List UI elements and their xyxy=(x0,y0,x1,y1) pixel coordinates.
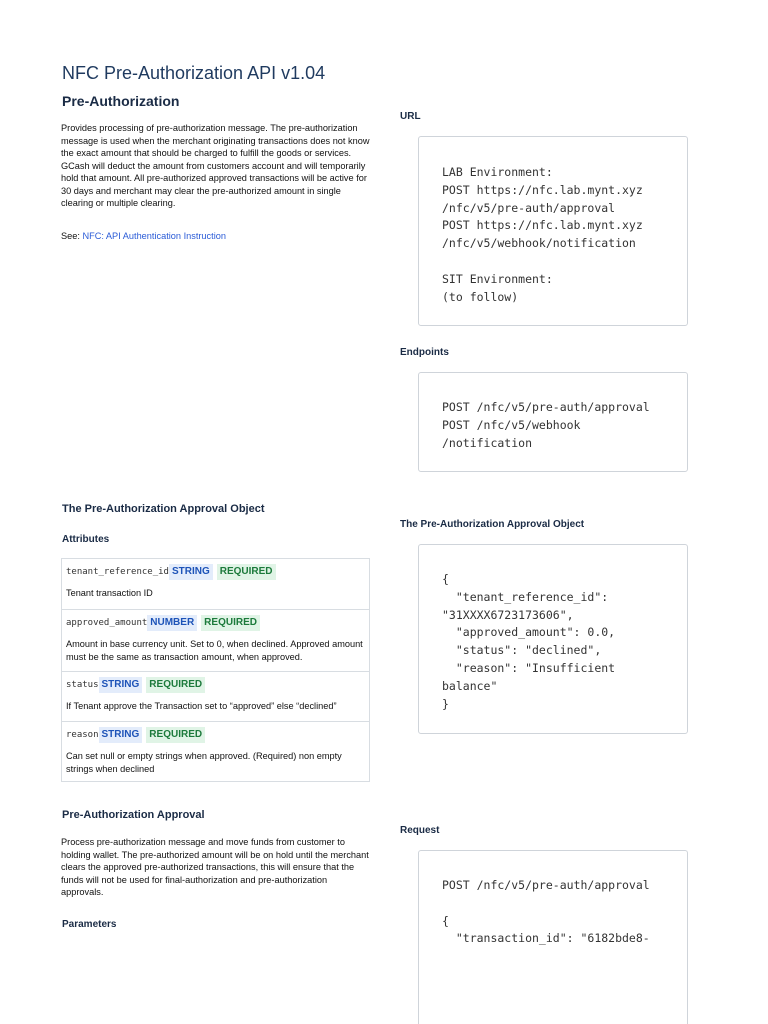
page-title: NFC Pre-Authorization API v1.04 xyxy=(62,63,326,83)
request-code-block xyxy=(418,850,688,1024)
attribute-row xyxy=(62,671,369,721)
url-label: URL xyxy=(400,111,421,122)
request-label: Request xyxy=(400,825,440,836)
see-prefix: See: xyxy=(61,231,83,241)
section-heading-pre-authorization: Pre-Authorization xyxy=(62,93,180,109)
pre-authorization-description: Provides processing of pre-authorization message. The pre-authorization message is used when the merchant originating transactions does not know the exact amount that should be charged to fulfill the goods or services. GCash will deduct the amount from customers account and will temporarily hold that amount. All pre-authorized approved transactions will be active for 30 days and merchant may clear the pre-authorized amount in single clearing or multiple clearing. xyxy=(61,123,370,208)
attribute-name: tenant_reference_id xyxy=(66,567,169,577)
attribute-row xyxy=(62,559,369,609)
attribute-type-badge: STRING xyxy=(99,727,143,743)
attribute-required-badge: REQUIRED xyxy=(201,615,260,631)
see-also-line xyxy=(61,230,371,243)
api-authentication-link[interactable]: NFC: API Authentication Instruction xyxy=(82,231,226,241)
url-code: LAB Environment: POST https://nfc.lab.mynt.xyz /nfc/v5/pre-auth/approval POST https://nfc.lab.mynt.xyz /nfc/v5/webhook/notification SIT Environment: (to follow) xyxy=(442,165,643,304)
attribute-required-badge: REQUIRED xyxy=(217,564,276,580)
approval-description: Process pre-authorization message and move funds from customer to holding wallet. The pre-authorized amount will be on hold until the merchant clears the approved pre-authorized transactions, this will ensure that the funds will not be used for final-authorization and pre-authorization approvals. xyxy=(61,837,369,897)
endpoints-label: Endpoints xyxy=(400,347,449,358)
endpoints-code-block xyxy=(418,372,688,472)
parameters-heading: Parameters xyxy=(62,919,117,930)
object-code: { "tenant_reference_id": "31XXXX6723173606", "approved_amount": 0.0, "status": "declined", "reason": "Insufficient balance" } xyxy=(442,572,616,711)
section-heading-approval: Pre-Authorization Approval xyxy=(62,809,205,821)
endpoints-code: POST /nfc/v5/pre-auth/approval POST /nfc/v5/webhook /notification xyxy=(442,400,650,450)
attribute-row xyxy=(62,721,369,781)
attribute-description: Amount in base currency unit. Set to 0, when declined. Approved amount must be the same as transaction amount, when approved. xyxy=(66,639,363,662)
attributes-table xyxy=(61,558,370,782)
attribute-required-badge: REQUIRED xyxy=(146,727,205,743)
request-code: POST /nfc/v5/pre-auth/approval { "transaction_id": "6182bde8- xyxy=(442,878,650,946)
url-code-block xyxy=(418,136,688,326)
attribute-name: status xyxy=(66,680,99,690)
attribute-type-badge: STRING xyxy=(99,677,143,693)
attribute-required-badge: REQUIRED xyxy=(146,677,205,693)
attribute-description: If Tenant approve the Transaction set to “approved” else “declined” xyxy=(66,701,337,711)
attribute-type-badge: STRING xyxy=(169,564,213,580)
attributes-heading: Attributes xyxy=(62,534,110,545)
attribute-name: approved_amount xyxy=(66,618,148,628)
object-code-block xyxy=(418,544,688,734)
attribute-type-badge: NUMBER xyxy=(147,615,197,631)
object-label: The Pre-Authorization Approval Object xyxy=(400,519,585,530)
section-heading-approval-object: The Pre-Authorization Approval Object xyxy=(62,503,265,515)
attribute-description: Can set null or empty strings when approved. (Required) non empty strings when declined xyxy=(66,751,342,774)
attribute-description: Tenant transaction ID xyxy=(66,588,153,598)
attribute-name: reason xyxy=(66,730,99,740)
attribute-row xyxy=(62,609,369,671)
